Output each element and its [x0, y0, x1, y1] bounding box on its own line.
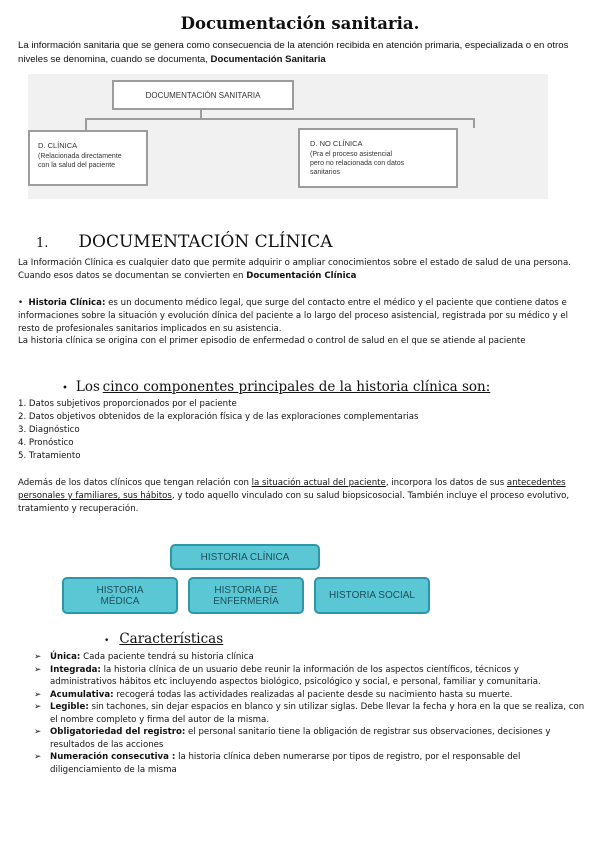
hc-label: Historia Clínica: [28, 298, 106, 308]
list-item: 1. Datos subjetivos proporcionados por el paciente [18, 399, 237, 409]
bullet-icon: • [104, 636, 110, 646]
components-heading [62, 379, 490, 395]
bullet-icon: • [18, 298, 26, 308]
feature-text: recogerá todas las actividades realizadas al paciente desde su nacimiento hasta su muerte. [116, 689, 513, 700]
connector-line [85, 118, 475, 120]
clinical-desc-line: con la salud del paciente [38, 162, 116, 169]
hc-origin: La historia clínica se origina con el primer episodio de enfermedad o control de salud en el que se atiende al paciente [18, 336, 526, 347]
historia-social-box [314, 577, 430, 614]
bullet-icon: • [62, 383, 68, 394]
clinical-info-bold: Documentación Clínica [246, 270, 357, 281]
arrow-icon: ➢ [34, 689, 42, 700]
historia-clinica-box [170, 544, 320, 570]
diagram-root-box [112, 80, 294, 110]
features-heading-text: Características [119, 631, 224, 647]
nonclinical-title: D. NO CLÍNICA [310, 139, 363, 148]
box-label-line: ENFERMERÍA [213, 595, 279, 607]
historia-clinica-label: HISTORIA CLÍNICA [200, 551, 290, 563]
clinical-title: D. CLÍNICA [38, 141, 78, 150]
para-underlined: la situación actual del paciente [251, 478, 386, 488]
feature-label: Legible: [50, 702, 89, 712]
box-label-line: HISTORIA DE [214, 584, 278, 596]
connector-line [200, 108, 202, 118]
components-heading-pre: Los [75, 379, 100, 395]
feature-text: la historia clínica deben numerarse por tipos de registro, por el responsable del diligenciamiento de la misma [50, 752, 521, 775]
section-title: DOCUMENTACIÓN CLÍNICA [78, 232, 333, 252]
feature-text: la historia clínica de un usuario debe reunir la información de los aspectos científicos, técnicos y administrativos hábitos etc incluyendo aspectos biológico, psicológico y social, e personal, familiar y comunitaria. [50, 664, 541, 687]
box-label: HISTORIA SOCIAL [329, 590, 415, 601]
feature-text: el personal sanitario tiene la obligación de registrar sus observaciones, decisiones y resultados de las acciones [50, 727, 551, 750]
para-underlined: antecedentes personales y familiares, sus hábitos [18, 478, 566, 501]
arrow-icon: ➢ [34, 702, 42, 712]
feature-text: sin tachones, sin dejar espacios en blanco y sin utilizar siglas. Debe llevar la fecha y hora en la que se realiza, con el nombre completo y firma del autor de la misma. [50, 702, 585, 725]
feature-text: Cada paciente tendrá su historia clínica [83, 652, 254, 662]
components-heading-underlined: cinco componentes principales de la historia clínica son: [102, 379, 491, 395]
historia-medica-box [62, 577, 178, 614]
historia-clinica-paragraph [18, 297, 586, 348]
feature-label: Acumulativa: [50, 689, 114, 700]
intro-text: La información sanitaria que se genera como consecuencia de la atención recibida en atención primaria, especializada o en otros niveles se denomina, cuando se documenta, [18, 40, 569, 65]
documentation-diagram [28, 74, 548, 199]
diagram-nonclinical-box [298, 128, 458, 188]
nonclinical-desc-line: pero no relacionada con datos [310, 160, 405, 167]
features-heading [104, 631, 223, 647]
list-item: 2. Datos objetivos obtenidos de la exploración física y de las exploraciones complementarias [18, 412, 419, 422]
additional-data-paragraph [18, 477, 586, 515]
intro-paragraph [18, 39, 583, 66]
feature-item [34, 689, 586, 702]
box-label-line: MÉDICA [100, 595, 140, 607]
arrow-icon: ➢ [34, 652, 42, 662]
box-label-line: HISTORIA [96, 584, 144, 596]
clinical-desc-line: (Relacionada directamente [38, 153, 122, 160]
para-text: Además de los datos clínicos que tengan relación con [18, 478, 249, 488]
arrow-icon: ➢ [34, 727, 42, 737]
feature-item [34, 664, 586, 689]
historia-enfermeria-box [188, 577, 304, 614]
feature-item [34, 726, 586, 751]
diagram-clinical-box [28, 130, 148, 186]
clinical-info-paragraph [18, 257, 586, 283]
clinical-info-text: La Información Clínica es cualquier dato que permite adquirir o ampliar conocimientos sobre el estado de salud de una persona. Cuando esos datos se documentan se convierten en [18, 258, 571, 281]
list-item: 3. Diagnóstico [18, 425, 80, 435]
page-title: Documentación sanitaria. [180, 14, 420, 33]
components-list [18, 398, 586, 463]
nonclinical-desc-line: sanitarios [310, 169, 340, 176]
arrow-icon: ➢ [34, 664, 42, 675]
section-number: 1. [36, 236, 49, 251]
connector-line [473, 118, 475, 128]
list-item: 4. Pronóstico [18, 438, 74, 448]
feature-label: Obligatoriedad del registro: [50, 727, 186, 737]
feature-item [34, 701, 586, 726]
diagram-root-label: DOCUMENTACIÓN SANITARIA [145, 90, 261, 100]
feature-item [34, 751, 586, 776]
arrow-icon: ➢ [34, 752, 42, 762]
feature-label: Numeración consecutiva : [50, 752, 176, 762]
feature-label: Integrada: [50, 664, 101, 675]
section-heading [36, 232, 333, 252]
intro-bold: Documentación Sanitaria [210, 53, 326, 65]
hc-text: es un documento médico legal, que surge del contacto entre el médico y el paciente que contiene datos e informaciones sobre la situación y evolución dínica del paciente a lo largo del proceso asistencial, registrada por su médico y el resto de profesionales sanitarios implicados en su asistencia. [18, 298, 569, 334]
para-text: , y todo aquello vinculado con su salud biopsicosocial. También incluye el proceso evolutivo, tratamiento y recuperación. [18, 490, 570, 514]
feature-label: Única: [50, 652, 81, 662]
list-item: 5. Tratamiento [18, 451, 81, 461]
para-text: , incorpora los datos de sus [385, 478, 505, 488]
nonclinical-desc-line: (Pra el proceso asistencial [310, 151, 393, 158]
features-list [34, 651, 586, 776]
feature-item [34, 651, 586, 664]
connector-line [85, 118, 87, 130]
